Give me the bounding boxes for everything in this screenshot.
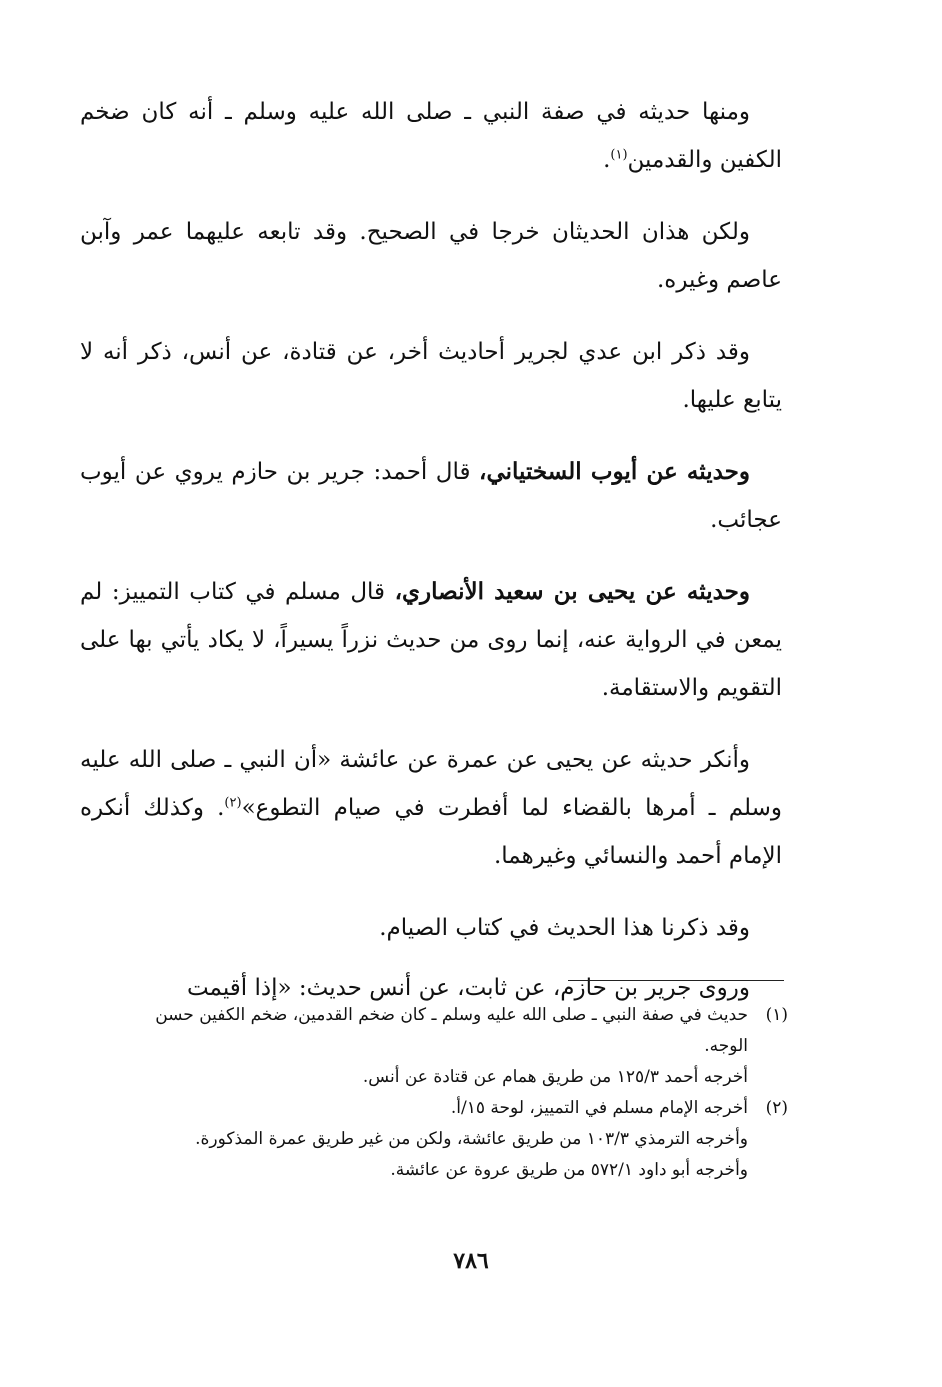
footnote-2-number: (٢)	[765, 1098, 788, 1118]
paragraph-6-text-a: وأنكر حديثه عن يحيى عن عمرة عن عائشة «أن النبي ـ صلى الله عليه وسلم ـ أمرها بالقضاء لما أفطرت في صيام التطوع»	[80, 747, 782, 821]
footnote-1	[110, 1000, 788, 1093]
paragraph-5-heading: وحديثه عن يحيى بن سعيد الأنصاري،	[394, 578, 750, 605]
paragraph-6	[80, 736, 782, 880]
footnote-ref-1: (١)	[610, 147, 628, 163]
paragraph-4-heading: وحديثه عن أيوب السختياني،	[479, 458, 751, 485]
page-number: ٧٨٦	[453, 1248, 489, 1274]
footnotes	[110, 1000, 788, 1186]
main-text	[80, 88, 782, 1036]
paragraph-2: ولكن هذان الحديثان خرجا في الصحيح. وقد تابعه عليهما عمر وآبن عاصم وغيره.	[80, 219, 782, 293]
footnote-2-line-2: وأخرجه الترمذي ١٠٣/٣ من طريق عائشة، ولكن من غير طريق عمرة المذكورة.	[195, 1129, 748, 1149]
footnote-1-line-1: حديث في صفة النبي ـ صلى الله عليه وسلم ـ كان ضخم القدمين، ضخم الكفين حسن الوجه.	[155, 1005, 748, 1056]
paragraph-6-text-b: . وكذلك أنكره الإمام أحمد والنسائي وغيرهما.	[80, 795, 782, 869]
paragraph-8: وروى جرير بن حازم، عن ثابت، عن أنس حديث: «إذا أقيمت	[186, 975, 750, 1001]
paragraph-5-text: قال مسلم في كتاب التمييز: لم يمعن في الرواية عنه، إنما روى من حديث نزراً يسيراً، لا يكاد يأتي بها على التقويم والاستقامة.	[80, 579, 782, 701]
paragraph-5	[80, 568, 782, 712]
paragraph-1-text: ومنها حديثه في صفة النبي ـ صلى الله عليه وسلم ـ أنه كان ضخم الكفين والقدمين	[80, 99, 782, 173]
footnote-1-line-2: أخرجه أحمد ١٢٥/٣ من طريق همام عن قتادة عن أنس.	[362, 1067, 748, 1087]
paragraph-7: وقد ذكرنا هذا الحديث في كتاب الصيام.	[379, 915, 750, 941]
footnote-1-body	[110, 1000, 748, 1093]
footnote-2-line-3: وأخرجه أبو داود ٥٧٢/١ من طريق عروة عن عائشة.	[390, 1160, 748, 1180]
footnote-2-line-1: أخرجه الإمام مسلم في التمييز، لوحة ١٥/أ.	[450, 1098, 748, 1118]
footnote-ref-2: (٢)	[224, 795, 242, 811]
paragraph-1	[80, 88, 782, 184]
footnote-separator	[568, 980, 784, 981]
footnote-2	[110, 1093, 788, 1186]
paragraph-4-text: قال أحمد: جرير بن حازم يروي عن أيوب عجائب.	[80, 459, 782, 533]
paragraph-4	[80, 448, 782, 544]
paragraph-3: وقد ذكر ابن عدي لجرير أحاديث أخر، عن قتادة، عن أنس، ذكر أنه لا يتابع عليها.	[80, 339, 782, 413]
footnote-2-body	[110, 1093, 748, 1186]
paragraph-1-end: .	[603, 147, 611, 173]
footnote-1-number: (١)	[765, 1005, 788, 1025]
